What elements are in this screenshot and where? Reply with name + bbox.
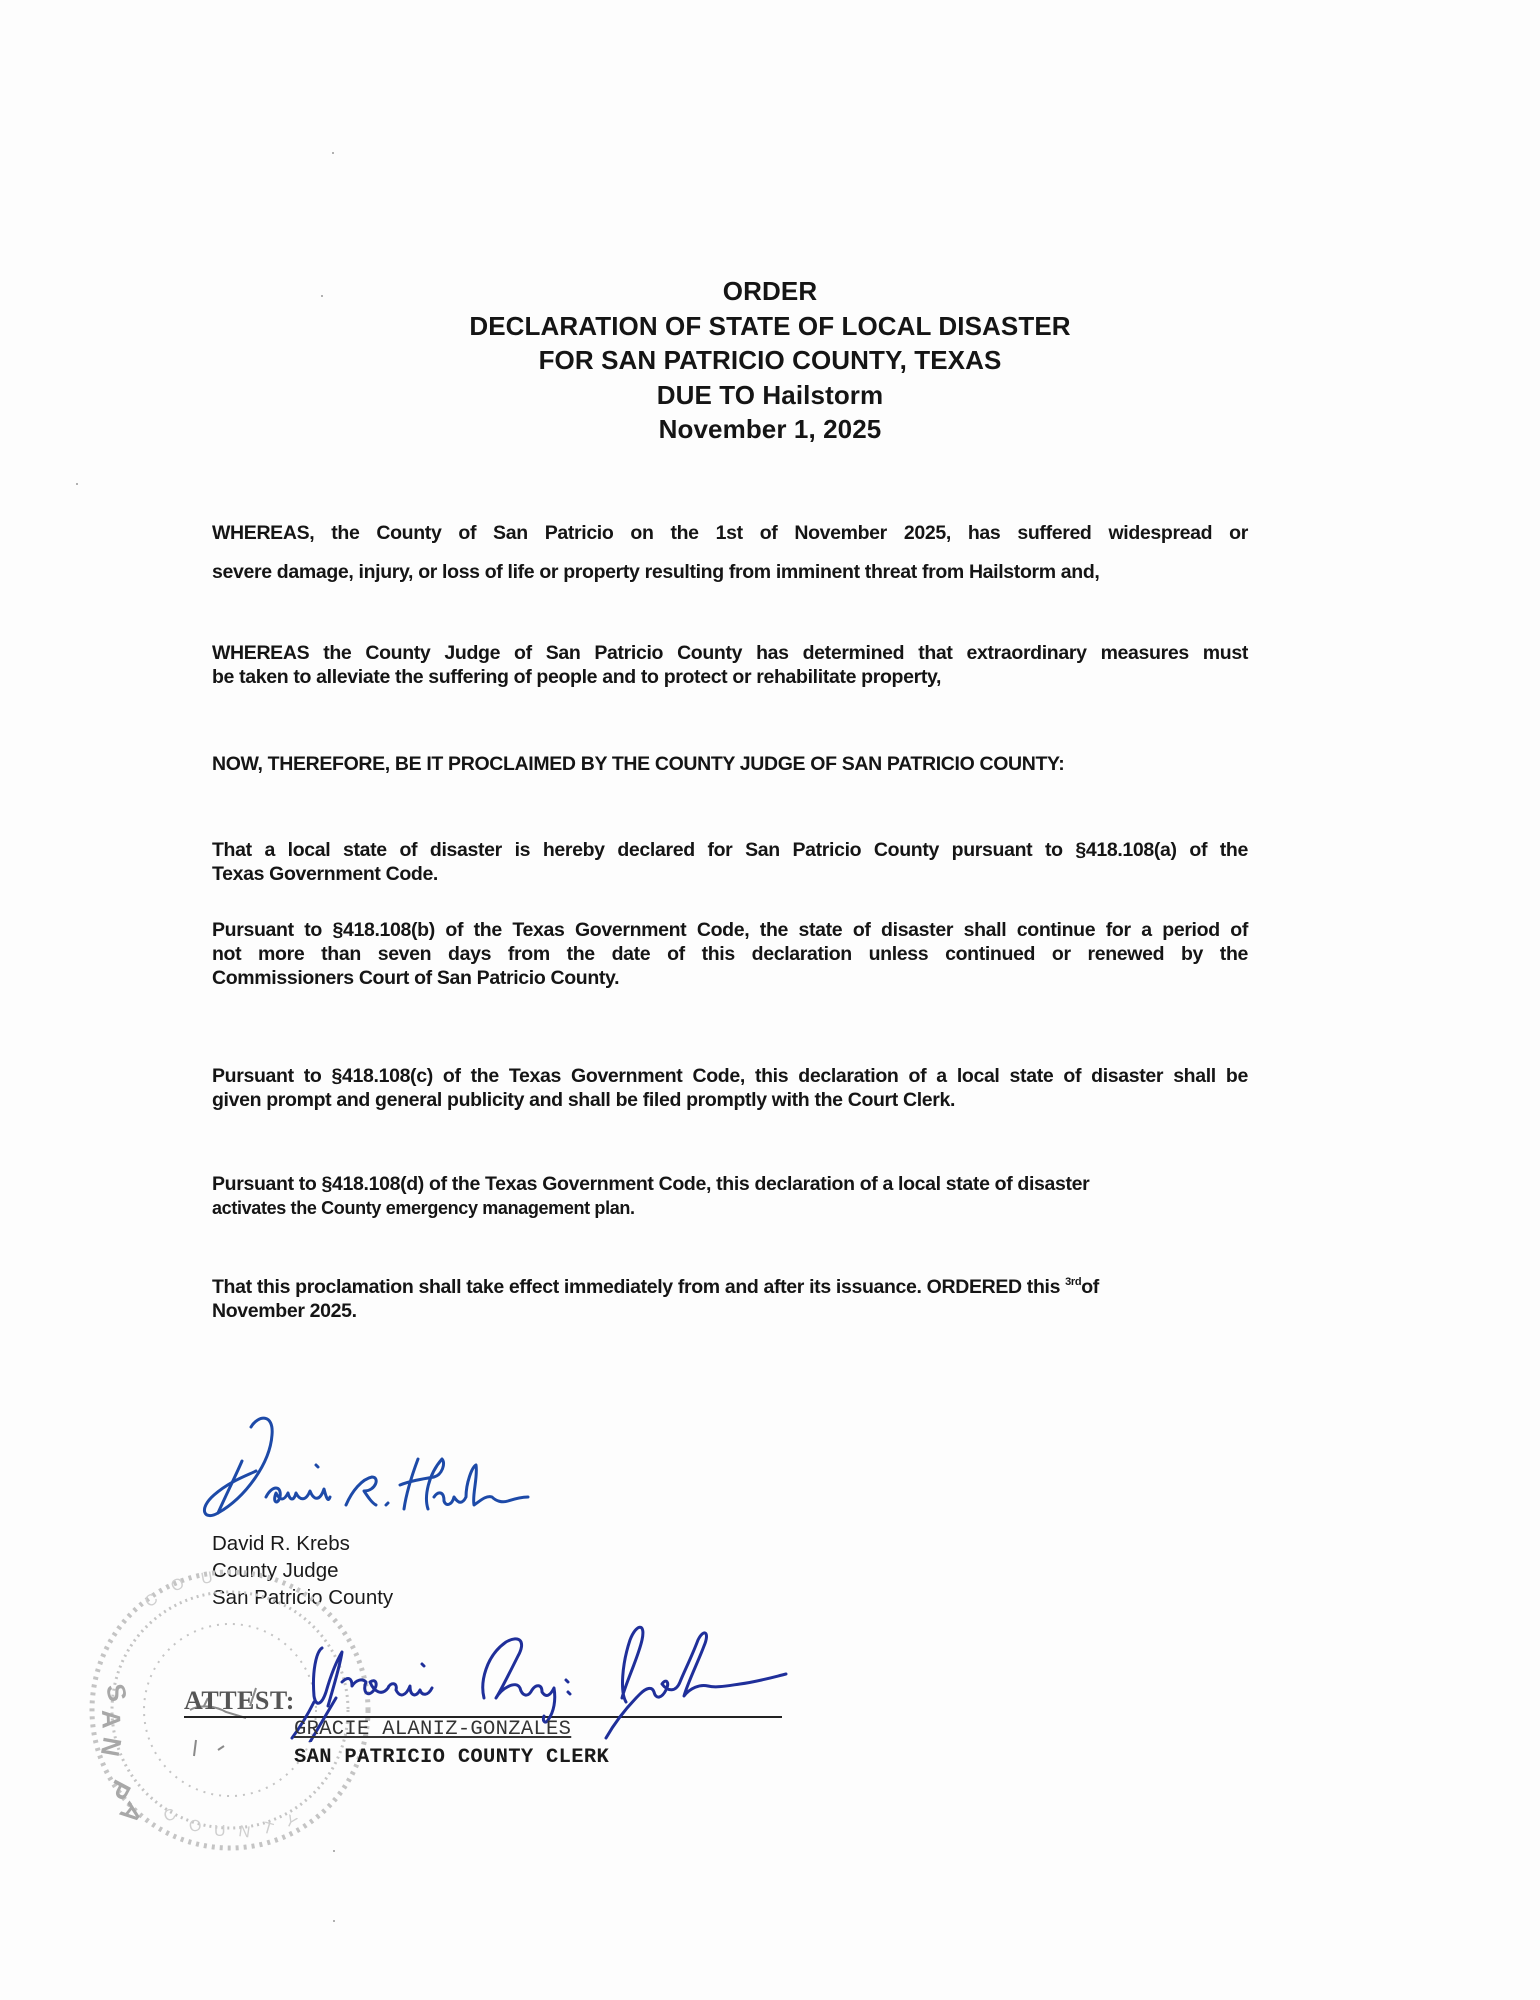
- title-cause: DUE TO Hailstorm: [656, 379, 884, 410]
- effective-paragraph: [212, 1275, 1248, 1323]
- paragraph-line: WHEREAS, the County of San Patricio on the 1st of November 2025, has suffered widespread or: [212, 522, 1248, 544]
- scan-speck: [333, 1920, 335, 1922]
- signature-stroke: [434, 1465, 528, 1505]
- attest-label: ATTEST:: [184, 1686, 295, 1715]
- seal-letter: U: [199, 1569, 215, 1588]
- paragraph-line: That a local state of disaster is hereby declared for San Patricio County pursuant to §418.108(a) of the: [212, 839, 1248, 861]
- seal-letter: N: [237, 1823, 252, 1842]
- seal-letter: N: [94, 1734, 128, 1759]
- section-b-paragraph: [212, 918, 1248, 990]
- title-county: FOR SAN PATRICIO COUNTY, TEXAS: [538, 345, 1002, 375]
- paragraph-line: Pursuant to §418.108(c) of the Texas Government Code, this declaration of a local state of disaster shall be: [212, 1065, 1248, 1087]
- scan-speck: [76, 483, 78, 485]
- seal-letter: S: [100, 1681, 134, 1705]
- seal-letter: O: [168, 1574, 187, 1596]
- seal-emblem: [194, 1740, 224, 1756]
- paragraph-line: given prompt and general publicity and shall be filed promptly with the Court Clerk.: [212, 1089, 956, 1111]
- paragraph-line: WHEREAS the County Judge of San Patricio County has determined that extraordinary measures must: [212, 642, 1248, 664]
- judge-name: David R. Krebs: [212, 1532, 350, 1555]
- section-d-paragraph: [212, 1172, 1248, 1220]
- paragraph-line: Pursuant to §418.108(d) of the Texas Government Code, this declaration of a local state of disaster: [212, 1173, 1090, 1195]
- whereas-paragraph-2: [212, 641, 1248, 689]
- ordered-day: 3rd: [1065, 1276, 1082, 1288]
- paragraph-line: Texas Government Code.: [212, 863, 439, 885]
- signature-stroke: [266, 1488, 330, 1502]
- section-c-paragraph: [212, 1064, 1248, 1112]
- paragraph-line: Pursuant to §418.108(b) of the Texas Government Code, the state of disaster shall continue for a period of: [212, 919, 1248, 941]
- seal-letter: U: [214, 1823, 226, 1840]
- proclamation-intro: [212, 752, 1248, 777]
- seal-letter: P: [102, 1775, 138, 1805]
- paragraph-line: be taken to alleviate the suffering of people and to protect or rehabilitate property,: [212, 666, 942, 688]
- signature-stroke: [386, 1503, 388, 1505]
- title-date: November 1, 2025: [658, 414, 882, 444]
- signature-stroke: [483, 1639, 555, 1722]
- seal-letter: O: [187, 1817, 203, 1836]
- signature-stroke: [400, 1459, 444, 1509]
- signature-stroke: [566, 1680, 570, 1694]
- signature-stroke: [606, 1627, 786, 1738]
- seal-letter: C: [161, 1805, 179, 1826]
- effective-text-of: of: [1081, 1276, 1099, 1298]
- scan-speck: [332, 152, 334, 154]
- seal-letter: A: [113, 1796, 149, 1830]
- judge-county: San Patricio County: [212, 1586, 394, 1609]
- signature-stroke: [342, 1679, 432, 1695]
- title-order: ORDER: [722, 276, 818, 306]
- section-a-paragraph: [212, 838, 1248, 886]
- signature-stroke: [316, 1465, 318, 1467]
- seal-letter: T: [260, 1819, 275, 1839]
- signature-stroke: [422, 1664, 424, 1666]
- paragraph-line: November 2025.: [212, 1300, 357, 1322]
- judge-title: County Judge: [212, 1559, 339, 1582]
- paragraph-line: not more than seven days from the date of this declaration unless continued or renewed by the: [212, 943, 1248, 965]
- signature-stroke: [346, 1477, 376, 1505]
- paragraph-line: NOW, THEREFORE, BE IT PROCLAIMED BY THE COUNTY JUDGE OF SAN PATRICIO COUNTY:: [212, 753, 1065, 775]
- title-declaration: DECLARATION OF STATE OF LOCAL DISASTER: [469, 310, 1071, 341]
- seal-letter: Y: [282, 1812, 300, 1833]
- paragraph-line: Commissioners Court of San Patricio County.: [212, 967, 620, 989]
- paragraph-line: activates the County emergency management plan.: [212, 1198, 635, 1218]
- judge-signature: [196, 1405, 536, 1525]
- document-title: [0, 274, 1540, 447]
- seal-letter: A: [96, 1709, 127, 1729]
- seal-letter: C: [141, 1590, 162, 1612]
- clerk-title: SAN PATRICIO COUNTY CLERK: [294, 1746, 610, 1769]
- whereas-paragraph-1: [212, 514, 1248, 592]
- paragraph-line: [212, 1275, 1099, 1299]
- paragraph-line: severe damage, injury, or loss of life or property resulting from imminent threat from Hailstorm and,: [212, 561, 1100, 583]
- clerk-name: GRACIE ALANIZ-GONZALES: [294, 1718, 572, 1741]
- effective-text: That this proclamation shall take effect immediately from and after its issuance. ORDERED this: [212, 1276, 1066, 1298]
